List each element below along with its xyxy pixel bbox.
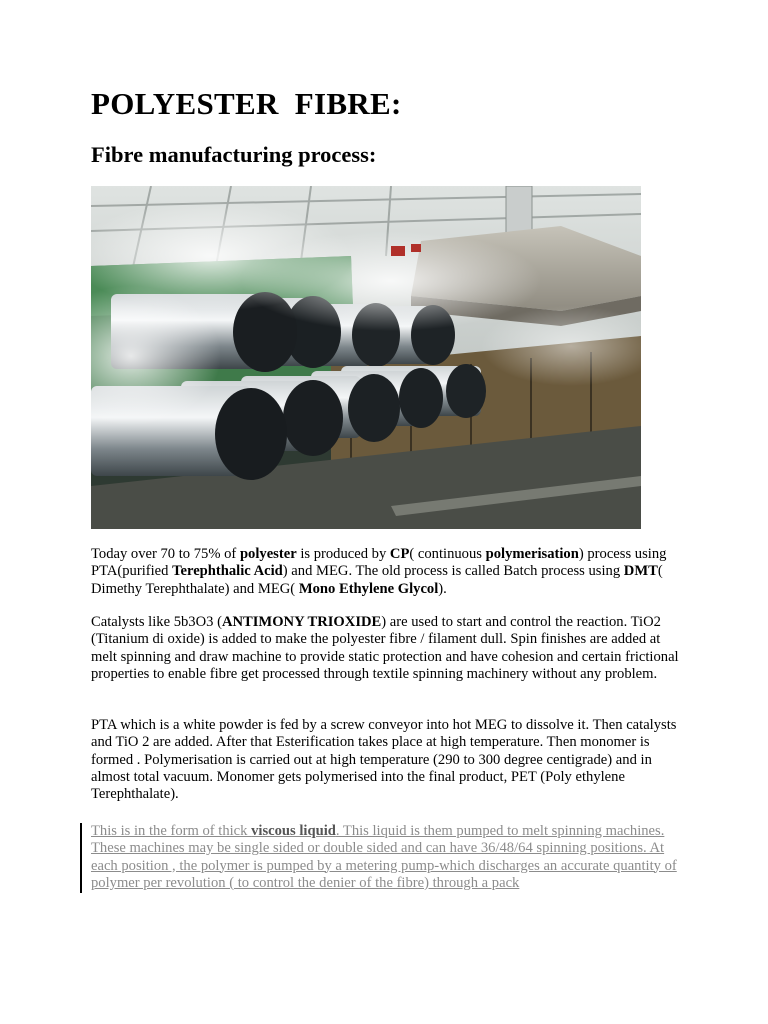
bold-term: ANTIMONY TRIOXIDE <box>221 614 382 630</box>
page-title: POLYESTER FIBRE: <box>91 86 402 121</box>
bold-term: CP <box>389 546 410 562</box>
factory-photo-illustration <box>91 186 641 529</box>
bold-term: Terephthalic Acid <box>172 563 283 580</box>
paragraph-text: Catalysts like 5b3O3 ( <box>91 614 222 630</box>
paragraph-pta-process: PTA which is a white powder is fed by a screw conveyor into hot MEG to dissolve it. Then catalysts and TiO 2 are added. After that Esterification takes place at high temperature. Then monomer is formed . Polymerisation is carried out at high temperature (290 to 300 degree centigrade) and in almost total vacuum. Monomer gets polymerised into the final product, PET (Poly ethylene Terephthalate). <box>91 717 677 803</box>
paragraph-text: ) process using PTA(purified <box>91 546 667 580</box>
factory-photo <box>91 186 641 529</box>
paragraph-text: ) and MEG. The old process is called Batch process using <box>282 563 624 580</box>
paragraph-text: ). <box>438 580 447 597</box>
section-heading: Fibre manufacturing process: <box>91 142 377 167</box>
paragraph-text: is produced by <box>296 546 390 562</box>
paragraph-spinning-machines <box>91 823 681 892</box>
paragraph-text: ) are used to start and control the reaction. TiO2 (Titanium di oxide) is added to make the polyester fibre / filament dull. Spin finishes are added at melt spinning and draw machine to provide static protection and have cohesion and certain frictional properties to enable fibre get processed through textile spinning machinery without any problem. <box>91 614 679 682</box>
paragraph-text: This is in the form of thick <box>91 823 252 839</box>
paragraph-production-process <box>91 546 681 598</box>
paragraph-text: ( continuous <box>409 546 486 562</box>
paragraph-text: . This liquid is them pumped to melt spinning machines. These machines may be single sided or double sided and can have 36/48/64 spinning positions. At each position , the polymer is pumped by a metering pump-which discharges an accurate quantity of polymer per revolution ( to control the denier of the fibre) through a pack <box>91 823 677 891</box>
paragraph-text: ( Dimethy Terephthalate) and MEG( <box>91 563 663 597</box>
paragraph-catalysts <box>91 614 681 683</box>
bold-term: polyester <box>239 546 297 562</box>
bold-term: viscous liquid <box>251 823 336 839</box>
revision-bar <box>80 823 82 893</box>
bold-term: polymerisation <box>485 546 579 562</box>
bold-term: Mono Ethylene Glycol <box>298 580 439 597</box>
bold-term: DMT <box>623 563 658 580</box>
paragraph-text: Today over 70 to 75% of <box>91 546 240 562</box>
